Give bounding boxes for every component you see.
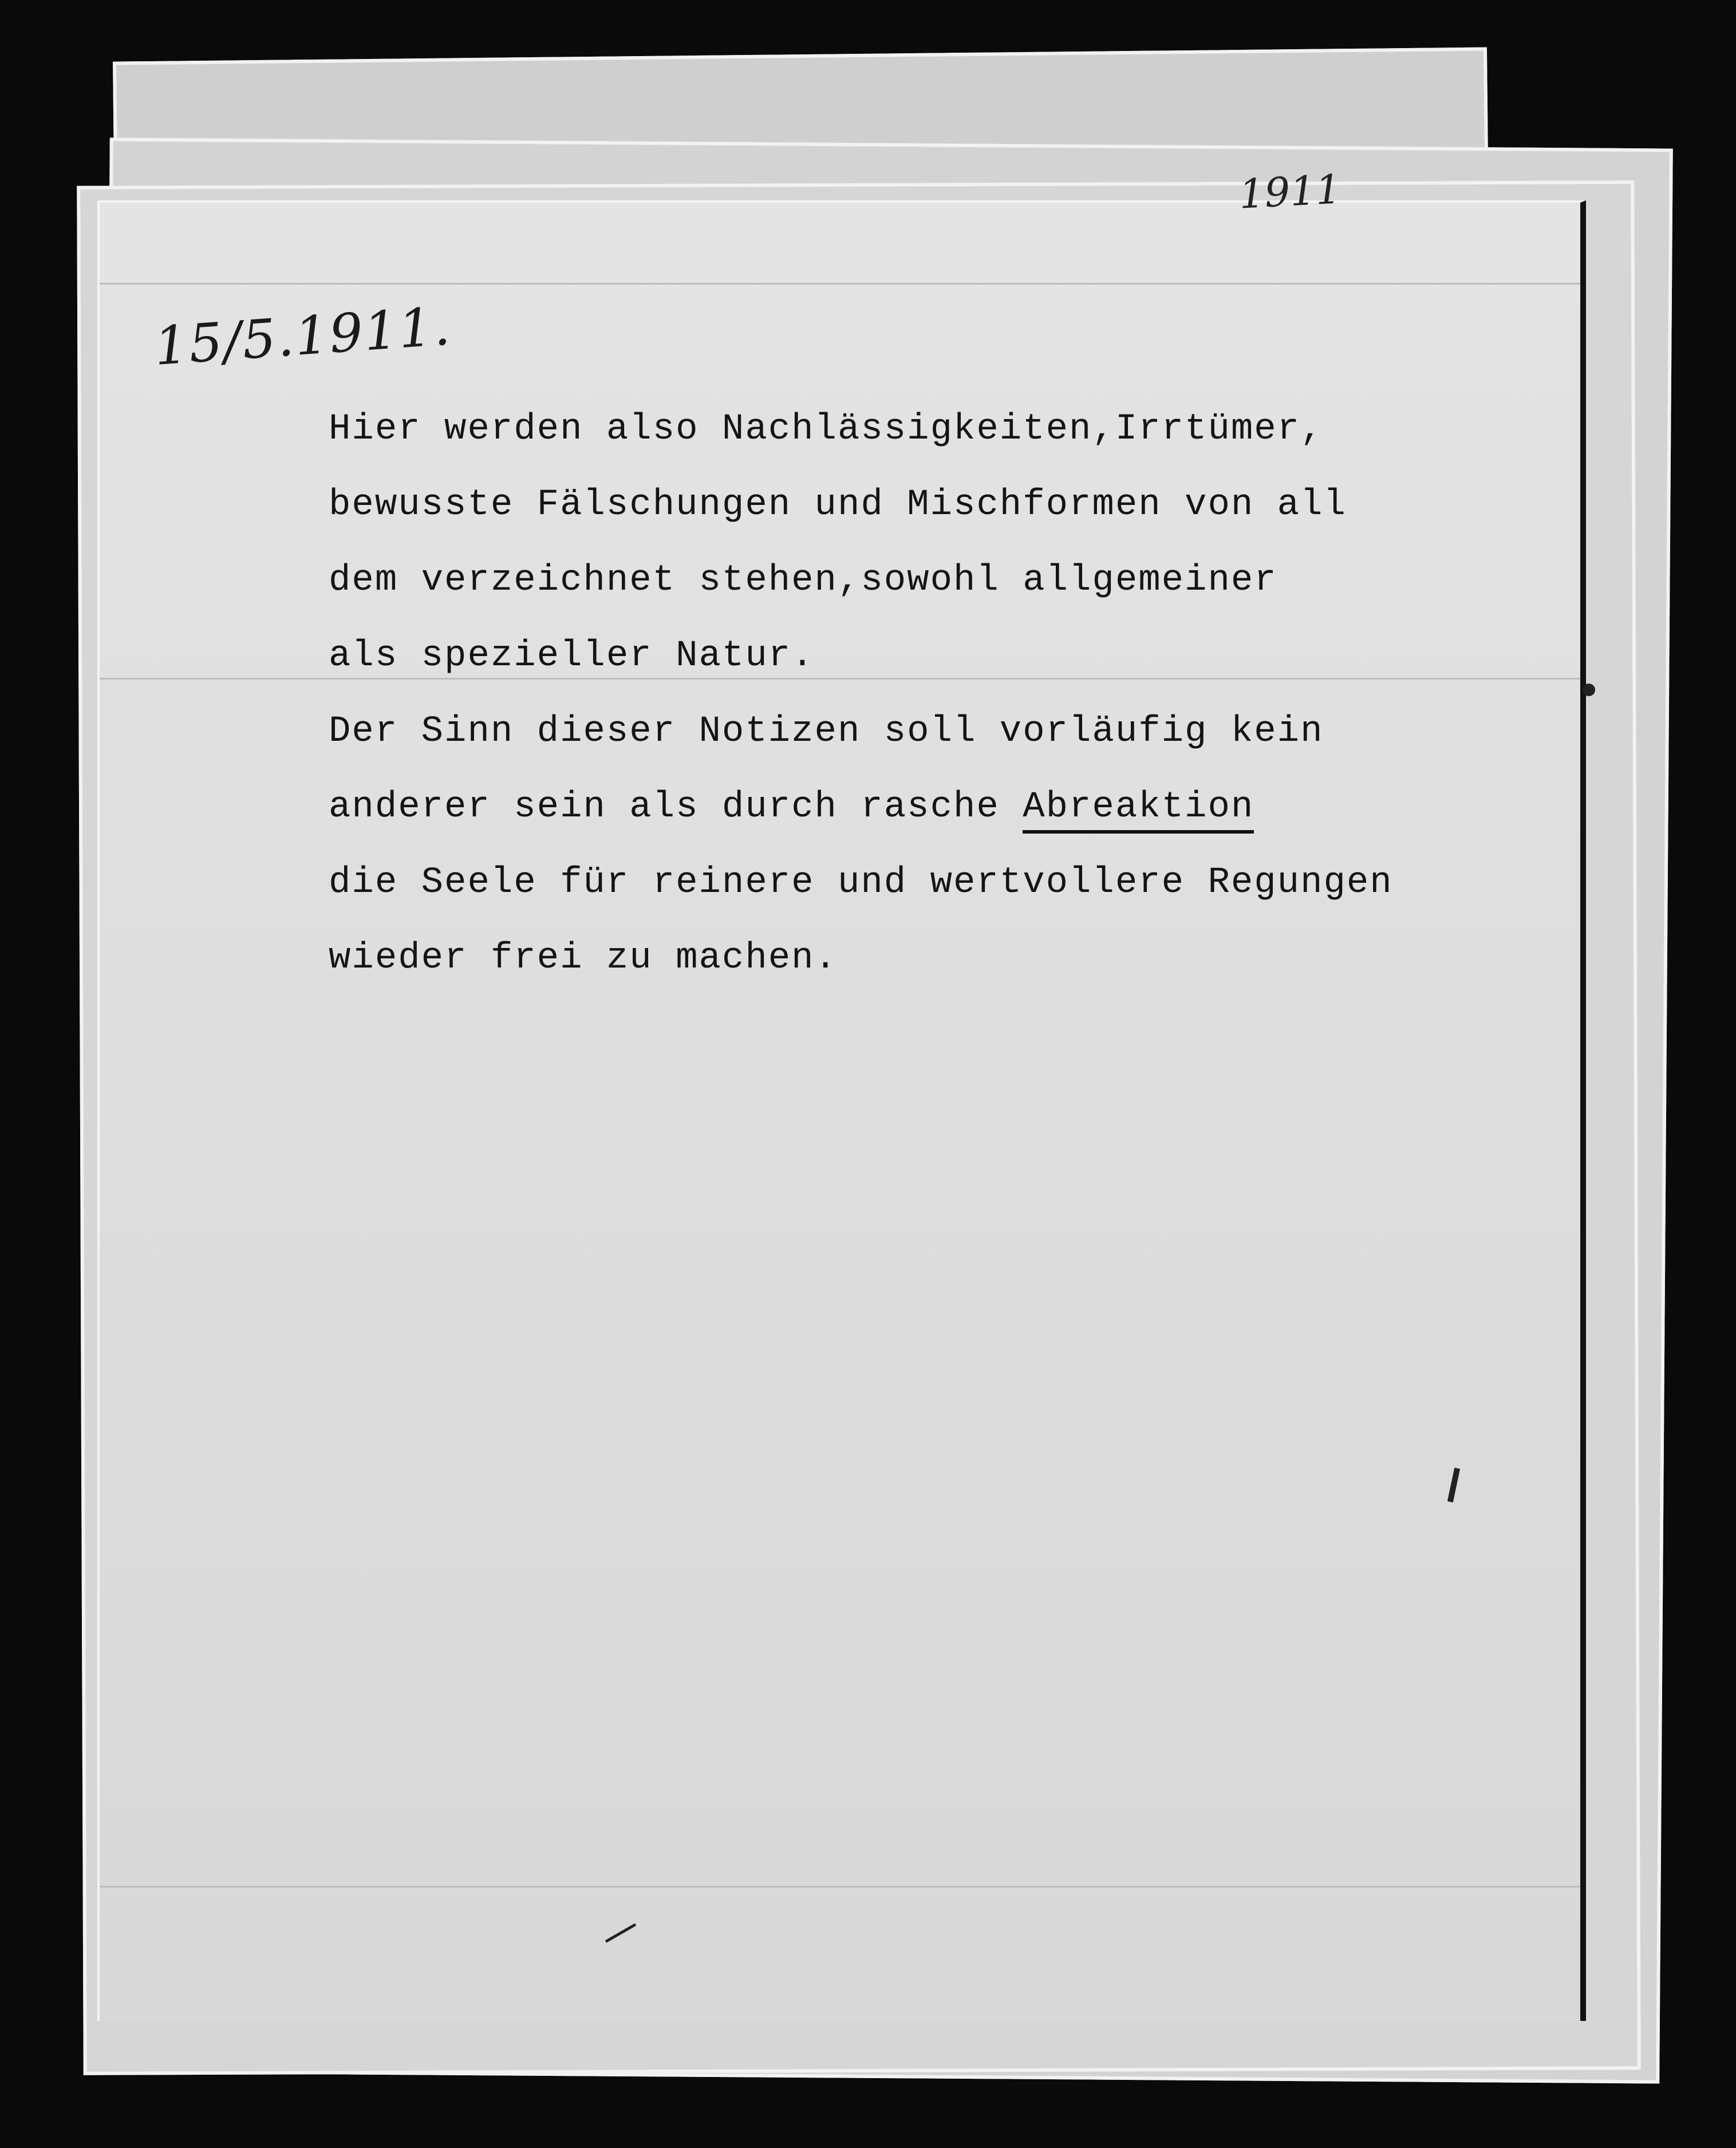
underlined-word: Abreaktion — [1023, 787, 1254, 834]
handwritten-year-note: 1911 — [1237, 165, 1343, 218]
faint-rule-line — [100, 283, 1580, 285]
ink-mark — [605, 1923, 636, 1942]
text-line: bewusste Fälschungen und Mischformen von all — [329, 484, 1347, 526]
ink-mark — [1583, 684, 1595, 696]
text-line: dem verzeichnet stehen,sowohl allgemeiner — [329, 560, 1277, 601]
text-line: die Seele für reinere und wertvollere Regungen — [329, 862, 1393, 903]
document-page — [97, 165, 1586, 2021]
handwritten-date: 15/5.1911. — [152, 295, 453, 377]
ink-mark — [1447, 1468, 1460, 1503]
text-line: Hier werden also Nachlässigkeiten,Irrtümer, — [329, 409, 1324, 450]
typewritten-body — [329, 392, 1531, 996]
text-line: Der Sinn dieser Notizen soll vorläufig kein — [329, 711, 1324, 752]
text-line-start: anderer sein als durch rasche — [329, 787, 1023, 828]
text-line: wieder frei zu machen. — [329, 938, 838, 979]
faint-rule-line — [100, 1886, 1580, 1888]
text-line: als spezieller Natur. — [329, 635, 815, 677]
text-line — [329, 769, 1531, 845]
